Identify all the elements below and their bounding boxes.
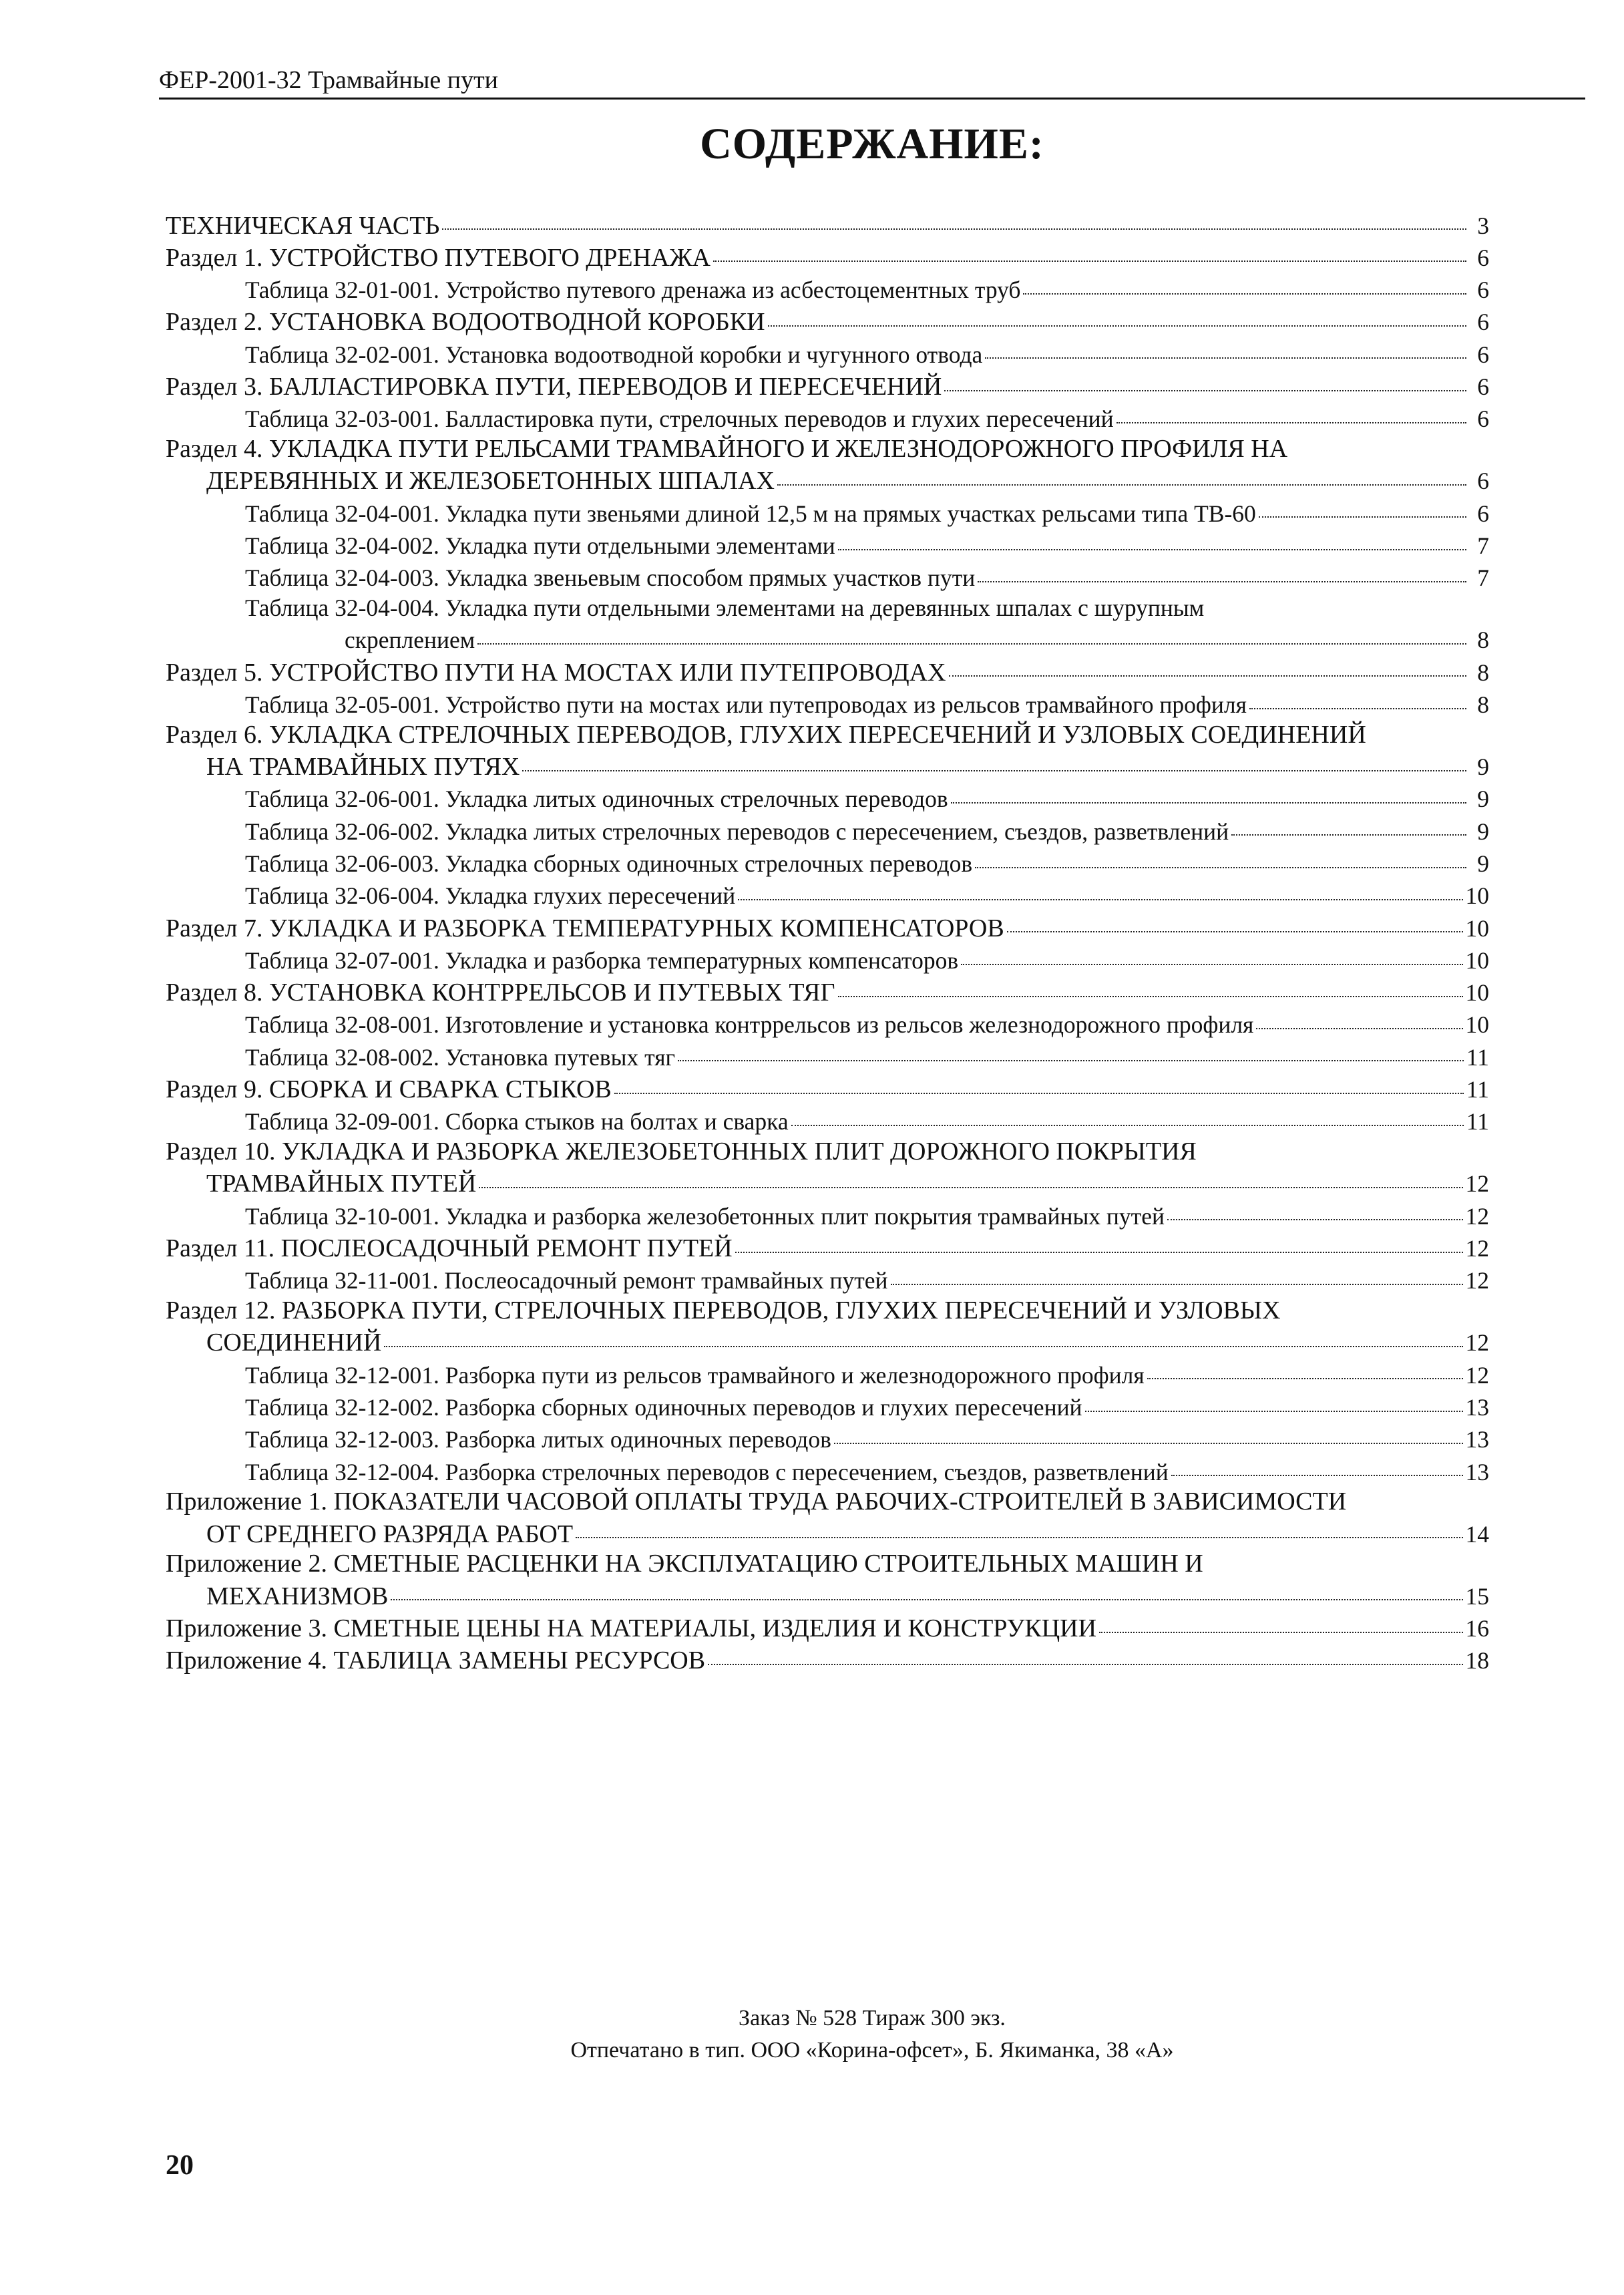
toc-entry-label: Раздел 9. СБОРКА И СВАРКА СТЫКОВ xyxy=(166,1075,612,1104)
dot-leader xyxy=(1249,684,1466,709)
toc-entry-label: ТРАМВАЙНЫХ ПУТЕЙ xyxy=(206,1170,477,1198)
toc-entry xyxy=(206,1326,1489,1358)
toc-entry-label: Раздел 10. УКЛАДКА И РАЗБОРКА ЖЕЛЕЗОБЕТОННЫХ ПЛИТ ДОРОЖНОГО ПОКРЫТИЯ xyxy=(166,1137,1197,1166)
toc-entry-page: 6 xyxy=(1477,405,1489,433)
toc-entry xyxy=(166,1296,1489,1326)
toc-entry-page: 6 xyxy=(1477,309,1489,336)
toc-entry-page: 16 xyxy=(1465,1615,1489,1642)
toc-entry-page: 6 xyxy=(1477,500,1489,527)
dot-leader xyxy=(1231,811,1466,836)
toc-entry xyxy=(166,720,1489,750)
dot-leader xyxy=(1085,1387,1463,1412)
dot-leader xyxy=(978,557,1466,582)
dot-leader xyxy=(838,972,1463,997)
toc-entry-label: Раздел 2. УСТАНОВКА ВОДООТВОДНОЙ КОРОБКИ xyxy=(166,308,765,337)
toc-entry xyxy=(245,561,1489,593)
toc-entry-page: 6 xyxy=(1477,341,1489,368)
toc-entry-label: Приложение 4. ТАБЛИЦА ЗАМЕНЫ РЕСУРСОВ xyxy=(166,1646,706,1675)
dot-leader xyxy=(1256,1005,1462,1030)
toc-entry xyxy=(245,273,1489,305)
toc-entry-label: Раздел 5. УСТРОЙСТВО ПУТИ НА МОСТАХ ИЛИ ПУТЕПРОВОДАХ xyxy=(166,658,946,687)
dot-leader xyxy=(834,1419,1463,1444)
dot-leader xyxy=(477,620,1466,645)
table-of-contents xyxy=(166,208,1489,1676)
toc-entry-label: Раздел 3. БАЛЛАСТИРОВКА ПУТИ, ПЕРЕВОДОВ И ПЕРЕСЕЧЕНИЙ xyxy=(166,372,942,401)
toc-entry xyxy=(245,782,1489,814)
toc-entry-page: 12 xyxy=(1465,1235,1489,1262)
toc-entry-page: 9 xyxy=(1477,785,1489,813)
toc-entry-page: 10 xyxy=(1465,979,1489,1007)
toc-entry-label: Таблица 32-12-002. Разборка сборных одиночных переводов и глухих пересечений xyxy=(245,1393,1082,1421)
toc-entry-label: Раздел 6. УКЛАДКА СТРЕЛОЧНЫХ ПЕРЕВОДОВ, ГЛУХИХ ПЕРЕСЕЧЕНИЙ И УЗЛОВЫХ СОЕДИНЕНИЙ xyxy=(166,720,1366,749)
toc-entry xyxy=(245,1264,1489,1296)
toc-entry-page: 12 xyxy=(1465,1267,1489,1294)
toc-entry xyxy=(245,337,1489,369)
toc-entry-label: Таблица 32-01-001. Устройство путевого дренажа из асбестоцементных труб xyxy=(245,277,1021,304)
toc-entry xyxy=(206,464,1489,496)
dot-leader xyxy=(1167,1196,1463,1221)
toc-entry-label: Таблица 32-08-001. Изготовление и установка контррельсов из рельсов железнодорожного профиля xyxy=(245,1011,1254,1039)
toc-entry-page: 8 xyxy=(1477,659,1489,686)
toc-entry xyxy=(166,208,1489,240)
toc-entry xyxy=(166,1073,1489,1105)
toc-entry xyxy=(166,1487,1489,1517)
toc-entry xyxy=(345,623,1489,655)
toc-entry-label: Таблица 32-06-004. Укладка глухих пересечений xyxy=(245,882,736,910)
toc-entry-label: Раздел 11. ПОСЛЕОСАДОЧНЫЙ РЕМОНТ ПУТЕЙ xyxy=(166,1234,733,1262)
toc-entry xyxy=(166,369,1489,401)
dot-leader xyxy=(442,205,1466,230)
dot-leader xyxy=(1171,1451,1463,1477)
toc-entry xyxy=(166,911,1489,943)
toc-entry-label: Таблица 32-12-003. Разборка литых одиночных переводов xyxy=(245,1426,831,1453)
toc-entry-page: 12 xyxy=(1465,1202,1489,1230)
toc-entry xyxy=(206,1579,1489,1611)
dot-leader xyxy=(891,1260,1463,1285)
toc-entry xyxy=(166,1612,1489,1644)
toc-entry xyxy=(166,655,1489,687)
page-title: СОДЕРЖАНИЕ: xyxy=(700,120,1044,168)
order-info: Заказ № 528 Тираж 300 экз. xyxy=(739,2006,1006,2031)
toc-entry-label: Приложение 1. ПОКАЗАТЕЛИ ЧАСОВОЙ ОПЛАТЫ ТРУДА РАБОЧИХ-СТРОИТЕЛЕЙ В ЗАВИСИМОСТИ xyxy=(166,1487,1347,1516)
toc-entry-page: 9 xyxy=(1477,753,1489,781)
toc-entry-label: МЕХАНИЗМОВ xyxy=(206,1582,389,1610)
toc-entry xyxy=(245,1040,1489,1072)
dot-leader xyxy=(838,525,1466,550)
toc-entry-label: НА ТРАМВАЙНЫХ ПУТЯХ xyxy=(206,753,520,781)
dot-leader xyxy=(944,366,1466,391)
toc-entry xyxy=(245,1105,1489,1137)
dot-leader xyxy=(738,875,1462,900)
toc-entry-page: 10 xyxy=(1465,946,1489,974)
toc-entry-label: Таблица 32-06-002. Укладка литых стрелочных переводов с пересечением, съездов, разветвлений xyxy=(245,818,1229,845)
dot-leader xyxy=(576,1514,1462,1539)
toc-entry-page: 6 xyxy=(1477,277,1489,304)
toc-entry-label: скреплением xyxy=(345,627,475,654)
toc-entry-label: Раздел 4. УКЛАДКА ПУТИ РЕЛЬСАМИ ТРАМВАЙНОГО И ЖЕЛЕЗНОДОРОЖНОГО ПРОФИЛЯ НА xyxy=(166,435,1288,464)
toc-entry-label: Таблица 32-02-001. Установка водоотводной коробки и чугунного отвода xyxy=(245,341,983,368)
toc-entry-label: Таблица 32-07-001. Укладка и разборка температурных компенсаторов xyxy=(245,946,959,974)
toc-entry-page: 7 xyxy=(1477,564,1489,592)
toc-entry-page: 10 xyxy=(1465,914,1489,942)
dot-leader xyxy=(949,652,1466,677)
toc-entry-page: 6 xyxy=(1477,244,1489,271)
toc-entry-page: 13 xyxy=(1465,1393,1489,1421)
toc-entry xyxy=(166,1137,1489,1167)
toc-entry xyxy=(245,1358,1489,1390)
dot-leader xyxy=(951,779,1466,804)
toc-entry-label: Таблица 32-09-001. Сборка стыков на болтах и сварка xyxy=(245,1108,789,1135)
toc-entry xyxy=(166,434,1489,464)
toc-entry-page: 11 xyxy=(1466,1108,1489,1135)
dot-leader xyxy=(1099,1608,1462,1633)
toc-entry-label: Раздел 12. РАЗБОРКА ПУТИ, СТРЕЛОЧНЫХ ПЕРЕВОДОВ, ГЛУХИХ ПЕРЕСЕЧЕНИЙ И УЗЛОВЫХ xyxy=(166,1296,1281,1325)
toc-entry-page: 3 xyxy=(1477,212,1489,239)
toc-entry-label: Таблица 32-03-001. Балластировка пути, стрелочных переводов и глухих пересечений xyxy=(245,405,1114,433)
toc-entry xyxy=(245,496,1489,528)
toc-entry-page: 9 xyxy=(1477,850,1489,877)
toc-entry-label: Приложение 2. СМЕТНЫЕ РАСЦЕНКИ НА ЭКСПЛУАТАЦИЮ СТРОИТЕЛЬНЫХ МАШИН И xyxy=(166,1550,1203,1578)
toc-entry xyxy=(166,976,1489,1008)
toc-entry xyxy=(166,240,1489,273)
toc-entry-page: 13 xyxy=(1465,1426,1489,1453)
toc-entry-page: 8 xyxy=(1477,691,1489,718)
print-info xyxy=(159,2002,1585,2067)
toc-entry xyxy=(166,1644,1489,1676)
dot-leader xyxy=(1259,493,1466,518)
toc-entry-label: Таблица 32-04-003. Укладка звеньевым способом прямых участков пути xyxy=(245,564,976,592)
toc-entry-label: Приложение 3. СМЕТНЫЕ ЦЕНЫ НА МАТЕРИАЛЫ, ИЗДЕЛИЯ И КОНСТРУКЦИИ xyxy=(166,1614,1097,1643)
toc-entry-label: Раздел 7. УКЛАДКА И РАЗБОРКА ТЕМПЕРАТУРНЫХ КОМПЕНСАТОРОВ xyxy=(166,914,1004,942)
toc-entry-page: 12 xyxy=(1465,1170,1489,1198)
toc-entry-label: Таблица 32-08-002. Установка путевых тяг xyxy=(245,1043,676,1071)
toc-entry-label: Таблица 32-06-003. Укладка сборных одиночных стрелочных переводов xyxy=(245,850,973,877)
toc-entry-label: СОЕДИНЕНИЙ xyxy=(206,1329,382,1357)
toc-entry-page: 7 xyxy=(1477,532,1489,559)
toc-entry-label: Таблица 32-11-001. Послеосадочный ремонт трамвайных путей xyxy=(245,1267,888,1294)
dot-leader xyxy=(708,1640,1462,1666)
dot-leader xyxy=(678,1037,1464,1062)
toc-entry-page: 10 xyxy=(1465,882,1489,910)
toc-entry-page: 9 xyxy=(1477,818,1489,845)
toc-entry xyxy=(245,687,1489,719)
toc-entry xyxy=(245,528,1489,560)
toc-entry-label: ТЕХНИЧЕСКАЯ ЧАСТЬ xyxy=(166,211,440,240)
dot-leader xyxy=(1007,908,1463,933)
toc-entry-page: 12 xyxy=(1465,1329,1489,1357)
toc-entry-label: Таблица 32-12-004. Разборка стрелочных переводов с пересечением, съездов, разветвлений xyxy=(245,1458,1169,1485)
dot-leader xyxy=(522,746,1466,771)
toc-entry-label: Таблица 32-04-002. Укладка пути отдельными элементами xyxy=(245,532,835,559)
toc-entry-label: Таблица 32-10-001. Укладка и разборка железобетонных плит покрытия трамвайных путей xyxy=(245,1202,1165,1230)
toc-entry-page: 10 xyxy=(1465,1011,1489,1039)
toc-entry-label: Таблица 32-05-001. Устройство пути на мостах или путепроводах из рельсов трамвайного профиля xyxy=(245,691,1247,718)
toc-entry xyxy=(245,1008,1489,1040)
dot-leader xyxy=(479,1164,1462,1189)
toc-entry xyxy=(245,1423,1489,1455)
toc-entry-page: 18 xyxy=(1465,1647,1489,1674)
toc-entry xyxy=(206,1167,1489,1199)
running-header: ФЕР-2001-32 Трамвайные пути xyxy=(159,64,1585,100)
toc-entry xyxy=(166,1232,1489,1264)
dot-leader xyxy=(384,1322,1462,1348)
toc-entry-page: 12 xyxy=(1465,1361,1489,1389)
dot-leader xyxy=(791,1101,1464,1127)
toc-entry xyxy=(245,1455,1489,1487)
dot-leader xyxy=(777,461,1466,486)
toc-entry-page: 6 xyxy=(1477,468,1489,495)
dot-leader xyxy=(961,940,1462,965)
toc-entry xyxy=(245,879,1489,911)
dot-leader xyxy=(1116,398,1466,423)
toc-entry xyxy=(166,1549,1489,1579)
toc-entry-page: 6 xyxy=(1477,373,1489,400)
dot-leader xyxy=(975,843,1466,868)
toc-entry xyxy=(166,305,1489,337)
dot-leader xyxy=(713,237,1466,262)
toc-entry xyxy=(245,1199,1489,1231)
toc-entry xyxy=(245,593,1489,623)
toc-entry-page: 14 xyxy=(1465,1520,1489,1548)
toc-entry xyxy=(245,402,1489,434)
toc-entry xyxy=(245,1390,1489,1422)
toc-entry-page: 11 xyxy=(1466,1043,1489,1071)
dot-leader xyxy=(768,302,1466,327)
toc-entry xyxy=(245,814,1489,846)
toc-entry xyxy=(206,750,1489,782)
dot-leader xyxy=(1147,1355,1463,1380)
toc-entry-label: Таблица 32-12-001. Разборка пути из рельсов трамвайного и железнодорожного профиля xyxy=(245,1361,1145,1389)
dot-leader xyxy=(1023,269,1466,295)
toc-entry xyxy=(206,1517,1489,1549)
toc-entry-label: Таблица 32-06-001. Укладка литых одиночных стрелочных переводов xyxy=(245,785,948,813)
toc-entry xyxy=(245,943,1489,975)
toc-entry-label: ДЕРЕВЯННЫХ И ЖЕЛЕЗОБЕТОННЫХ ШПАЛАХ xyxy=(206,467,775,496)
dot-leader xyxy=(735,1228,1463,1253)
toc-entry-label: ОТ СРЕДНЕГО РАЗРЯДА РАБОТ xyxy=(206,1520,574,1548)
toc-entry-label: Раздел 8. УСТАНОВКА КОНТРРЕЛЬСОВ И ПУТЕВЫХ ТЯГ xyxy=(166,979,835,1007)
dot-leader xyxy=(391,1576,1462,1601)
toc-entry-page: 11 xyxy=(1466,1076,1489,1103)
toc-entry-page: 15 xyxy=(1465,1582,1489,1610)
toc-entry xyxy=(245,846,1489,878)
toc-entry-page: 8 xyxy=(1477,627,1489,654)
toc-entry-page: 13 xyxy=(1465,1458,1489,1485)
dot-leader xyxy=(985,334,1466,359)
toc-entry-label: Таблица 32-04-004. Укладка пути отдельными элементами на деревянных шпалах с шурупным xyxy=(245,594,1205,622)
printer-info: Отпечатано в тип. ООО «Корина-офсет», Б. Якиманка, 38 «А» xyxy=(570,2038,1174,2063)
page-number: 20 xyxy=(166,2150,194,2181)
toc-entry-label: Раздел 1. УСТРОЙСТВО ПУТЕВОГО ДРЕНАЖА xyxy=(166,243,710,272)
toc-entry-label: Таблица 32-04-001. Укладка пути звеньями длиной 12,5 м на прямых участках рельсами типа ТВ-60 xyxy=(245,500,1256,527)
dot-leader xyxy=(614,1069,1464,1094)
